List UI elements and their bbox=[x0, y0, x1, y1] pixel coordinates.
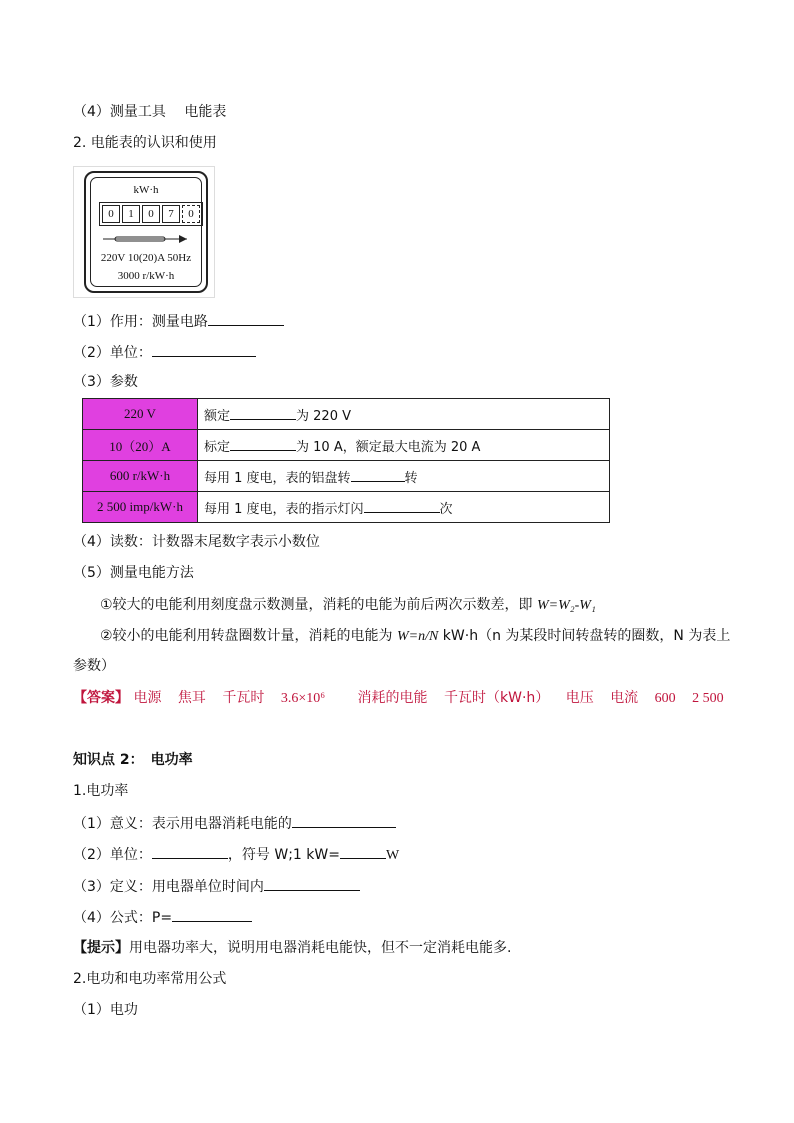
answer-blank bbox=[172, 907, 252, 922]
function-label: （1）作用：测量电路 bbox=[73, 314, 208, 330]
param-key: 220 V bbox=[83, 399, 198, 430]
answer-item: 电压 bbox=[565, 690, 594, 706]
meter-spec-constant: 3000 r/kW·h bbox=[117, 270, 175, 282]
meter-counter bbox=[99, 202, 203, 226]
param-key: 2 500 imp/kW·h bbox=[83, 492, 198, 523]
answer-blank bbox=[364, 498, 440, 513]
answer-blank bbox=[208, 311, 284, 326]
formula-line: （4）公式：P= bbox=[73, 907, 252, 928]
param-key: 10（20）A bbox=[83, 430, 198, 461]
answer-item: 电源 bbox=[133, 690, 162, 706]
unit-label: （2）单位： bbox=[73, 345, 152, 361]
subsection-power: 1.电功率 bbox=[73, 783, 129, 799]
method-heading: （5）测量电能方法 bbox=[73, 565, 194, 581]
meter-digit: 7 bbox=[162, 205, 180, 223]
answer-item: 消耗的电能 bbox=[357, 690, 428, 706]
answer-blank bbox=[292, 813, 396, 828]
table-row bbox=[83, 430, 610, 461]
answer-item: 千瓦时 bbox=[222, 690, 265, 706]
param-desc: 每用 1 度电，表的指示灯闪 次 bbox=[198, 492, 610, 523]
answer-blank bbox=[351, 467, 405, 482]
subsection-formulas: 2.电功和电功率常用公式 bbox=[73, 971, 227, 987]
answer-item: 2 500 bbox=[692, 691, 724, 706]
section-heading-meter: 2. 电能表的认识和使用 bbox=[73, 135, 217, 151]
param-key: 600 r/kW·h bbox=[83, 461, 198, 492]
meter-digit: 1 bbox=[122, 205, 140, 223]
disc-arrow-icon bbox=[101, 234, 191, 244]
unit-line bbox=[73, 342, 256, 363]
table-row bbox=[83, 492, 610, 523]
answer-blank bbox=[152, 844, 228, 859]
meter-digit: 0 bbox=[142, 205, 160, 223]
params-heading: （3）参数 bbox=[73, 374, 138, 390]
meaning-line: （1）意义：表示用电器消耗电能的 bbox=[73, 813, 396, 834]
electric-work-line: （1）电功 bbox=[73, 1002, 138, 1018]
meter-digit-decimal: 0 bbox=[182, 205, 200, 223]
answer-blank bbox=[230, 436, 296, 451]
param-desc: 额定 为 220 V bbox=[198, 399, 610, 430]
answer-tag: 【答案】 bbox=[73, 690, 129, 706]
reading-line: （4）读数：计数器末尾数字表示小数位 bbox=[73, 534, 320, 550]
answer-blank bbox=[340, 844, 386, 859]
meter-digit: 0 bbox=[102, 205, 120, 223]
knowledge-point-heading: 知识点 2： 电功率 bbox=[73, 752, 193, 768]
electric-meter-figure bbox=[73, 166, 215, 298]
power-unit-line: （2）单位： ，符号 W;1 kW= W bbox=[73, 844, 399, 866]
answer-line bbox=[73, 688, 736, 709]
table-row bbox=[83, 399, 610, 430]
meter-spec-rating: 220V 10(20)A 50Hz bbox=[100, 252, 192, 264]
answer-item: 3.6×10⁶ bbox=[280, 691, 326, 706]
param-desc: 每用 1 度电，表的铝盘转 转 bbox=[198, 461, 610, 492]
answer-item: 焦耳 bbox=[177, 690, 206, 706]
method-2: ②较小的电能利用转盘圈数计量，消耗的电能为 W=n/N kW·h（n 为某段时间转盘转的圈数，N 为表上 bbox=[100, 628, 731, 644]
parameters-table bbox=[82, 398, 610, 523]
meter-unit-label: kW·h bbox=[133, 184, 159, 196]
method-2-cont: 参数） bbox=[73, 658, 115, 674]
measure-tool-line: （4）测量工具 电能表 bbox=[73, 104, 227, 120]
method-1: ①较大的电能利用刻度盘示数测量，消耗的电能为前后两次示数差，即 W=W₂-W₁ bbox=[100, 597, 596, 613]
hint-tag: 【提示】 bbox=[73, 940, 129, 956]
function-line bbox=[73, 311, 284, 332]
table-row bbox=[83, 461, 610, 492]
hint-line: 【提示】用电器功率大，说明用电器消耗电能快，但不一定消耗电能多. bbox=[73, 940, 512, 956]
answer-item: 千瓦时（kW·h） bbox=[444, 690, 550, 706]
answer-item: 600 bbox=[654, 691, 676, 706]
answer-blank bbox=[230, 405, 296, 420]
answer-blank bbox=[152, 342, 256, 357]
answer-item: 电流 bbox=[610, 690, 639, 706]
param-desc: 标定 为 10 A，额定最大电流为 20 A bbox=[198, 430, 610, 461]
answer-blank bbox=[264, 876, 360, 891]
definition-line: （3）定义：用电器单位时间内 bbox=[73, 876, 360, 897]
